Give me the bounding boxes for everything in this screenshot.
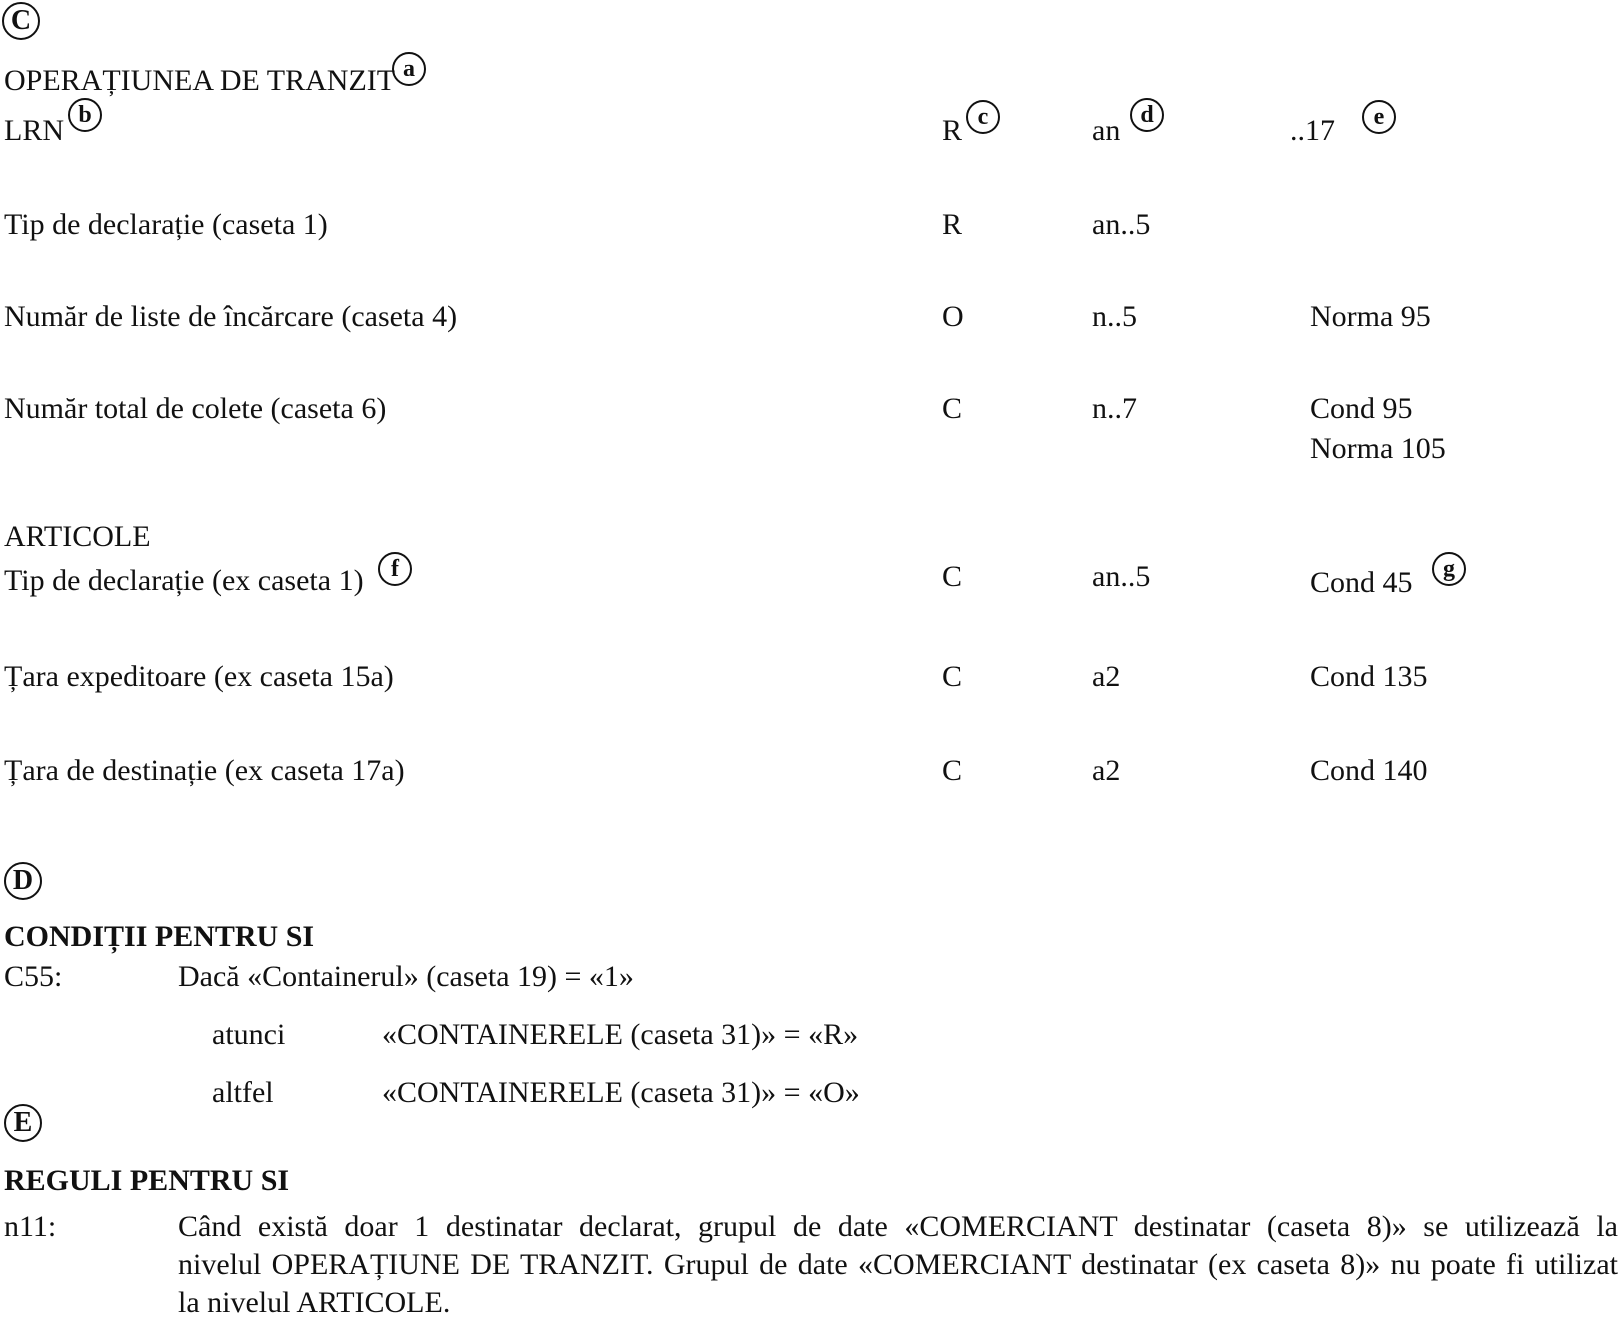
row-status: C: [942, 660, 963, 693]
condition-then-label: atunci: [212, 1018, 286, 1051]
row-format: a2: [1092, 754, 1121, 787]
row-label: Tip de declarație (ex caseta 1): [4, 564, 364, 597]
callout-e: e: [1362, 100, 1396, 134]
row-rule: Norma 105: [1310, 432, 1446, 465]
row-status: C: [942, 560, 963, 593]
section-marker-c: C: [2, 2, 40, 40]
row-label: Număr de liste de încărcare (caseta 4): [4, 300, 458, 333]
condition-then-value: «CONTAINERELE (caseta 31)» = «R»: [382, 1018, 859, 1051]
row-format: an..5: [1092, 208, 1151, 241]
callout-d: d: [1130, 98, 1164, 132]
callout-b: b: [68, 98, 102, 132]
row-label: Număr total de colete (caseta 6): [4, 392, 387, 425]
row-rule: Cond 140: [1310, 754, 1428, 787]
row-format: n..7: [1092, 392, 1137, 425]
group-title-transit: OPERAȚIUNEA DE TRANZIT: [4, 64, 396, 97]
row-format: a2: [1092, 660, 1121, 693]
group-title-articles: ARTICOLE: [4, 520, 151, 553]
row-format: n..5: [1092, 300, 1137, 333]
row-label: Țara expeditoare (ex caseta 15a): [4, 660, 394, 693]
row-status: C: [942, 754, 963, 787]
section-marker-d: D: [4, 862, 42, 900]
conditions-title: CONDIȚII PENTRU SI: [4, 920, 315, 953]
row-status: O: [942, 300, 964, 333]
row-rule: Cond 45: [1310, 566, 1413, 599]
rule-text: [178, 1208, 1618, 1322]
row-status: R: [942, 208, 963, 241]
condition-code: C55:: [4, 960, 63, 993]
section-marker-e: E: [4, 1104, 42, 1142]
condition-else-value: «CONTAINERELE (caseta 31)» = «O»: [382, 1076, 860, 1109]
callout-a: a: [392, 52, 426, 86]
callout-g: g: [1432, 552, 1466, 586]
condition-statement: Dacă «Containerul» (caseta 19) = «1»: [178, 960, 634, 993]
rule-text-line: la nivelul ARTICOLE.: [178, 1286, 451, 1319]
row-status: C: [942, 392, 963, 425]
rules-title: REGULI PENTRU SI: [4, 1164, 290, 1197]
row-status-lrn: R: [942, 114, 963, 147]
row-length-lrn: ..17: [1290, 114, 1335, 147]
rule-text-line: Când există doar 1 destinatar declarat, grupul de date «COMERCIANT destinatar (caseta 8)» se utilizează la: [178, 1210, 1618, 1243]
row-rule: Cond 95: [1310, 392, 1413, 425]
rule-text-line: nivelul OPERAȚIUNE DE TRANZIT. Grupul de date «COMERCIANT destinatar (ex caseta 8)» nu poate fi utilizat: [178, 1248, 1618, 1281]
row-format: an..5: [1092, 560, 1151, 593]
row-format-lrn: an: [1092, 114, 1121, 147]
row-label-lrn: LRN: [4, 114, 64, 147]
callout-c: c: [966, 100, 1000, 134]
callout-f: f: [378, 552, 412, 586]
condition-else-label: altfel: [212, 1076, 274, 1109]
row-rule: Norma 95: [1310, 300, 1431, 333]
row-label: Țara de destinație (ex caseta 17a): [4, 754, 405, 787]
row-label: Tip de declarație (caseta 1): [4, 208, 328, 241]
rule-code: n11:: [4, 1210, 57, 1243]
row-rule: Cond 135: [1310, 660, 1428, 693]
